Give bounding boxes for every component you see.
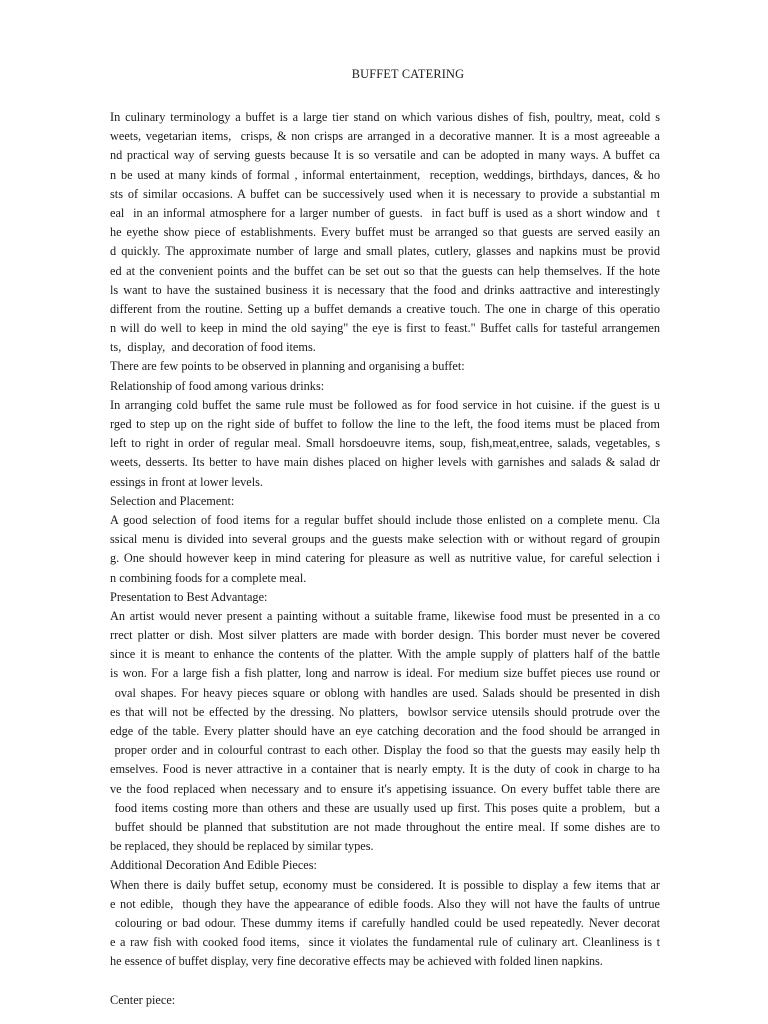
text-line: In arranging cold buffet the same rule must be followed as for food service in hot cuisine. if the guest is u <box>110 397 660 412</box>
text-line: buffet should be planned that substitution are not made throughout the entire meal. If some dishes are to <box>110 819 660 834</box>
text-line: Selection and Placement: <box>110 493 235 508</box>
text-line: An artist would never present a painting without a suitable frame, likewise food must be presented in a co <box>110 608 660 623</box>
text-line: proper order and in colourful contrast to each other. Display the food so that the guests may easily help th <box>110 743 660 758</box>
text-line: emselves. Food is never attractive in a container that is nearly empty. It is the duty of cook in charge to ha <box>110 762 660 777</box>
text-line: since it is meant to enhance the contents of the platter. With the ample supply of platters half of the battle <box>110 647 660 662</box>
text-line: g. One should however keep in mind catering for pleasure as well as nutritive value, for careful selection i <box>110 551 660 566</box>
text-line: A good selection of food items for a regular buffet should include those enlisted on a complete menu. Cla <box>110 512 660 527</box>
text-line: sts of similar occasions. A buffet can be successively used when it is necessary to provide a substantial m <box>110 186 660 201</box>
text-line: food items costing more than others and these are usually used up first. This poses quite a problem, but a <box>110 800 660 815</box>
text-line: be replaced, they should be replaced by similar types. <box>110 839 374 854</box>
text-line: he essence of buffet display, very fine decorative effects may be achieved with folded linen napkins. <box>110 954 603 969</box>
text-line: Additional Decoration And Edible Pieces: <box>110 858 317 873</box>
text-line: he eyethe show piece of establishments. Every buffet must be arranged so that guests are served easily an <box>110 225 660 240</box>
document-title: BUFFET CATERING <box>351 67 465 81</box>
text-line <box>110 971 660 990</box>
text-line: d quickly. The approximate number of large and small plates, cutlery, glasses and napkins must be provid <box>110 244 660 259</box>
text-line: ssical menu is divided into several groups and the guests make selection with or without regard of groupin <box>110 532 660 547</box>
text-line: Presentation to Best Advantage: <box>110 589 268 604</box>
text-line: edge of the table. Every platter should have an eye catching decoration and the food should be arranged in <box>110 724 660 738</box>
text-line: Relationship of food among various drinks: <box>110 378 325 393</box>
text-line: ls want to have the sustained business it is necessary that the food and drinks aattractive and interestingly <box>110 282 660 297</box>
text-line: Center piece: <box>110 992 176 1007</box>
text-line: different from the routine. Setting up a buffet demands a creative touch. The one in charge of this operatio <box>110 301 660 316</box>
document-body <box>110 108 660 1010</box>
text-line: e a raw fish with cooked food items, since it violates the fundamental rule of culinary art. Cleanliness is t <box>110 935 660 950</box>
text-line: colouring or bad odour. These dummy items if carefully handled could be used repeatedly. Never decorat <box>110 915 660 930</box>
text-line: ts, display, and decoration of food items. <box>110 340 316 355</box>
text-line: left to right in order of regular meal. Small horsdoeuvre items, soup, fish,meat,entree, salads, vegetables, s <box>110 436 660 451</box>
text-line: When there is daily buffet setup, economy must be considered. It is possible to display a few items that ar <box>110 877 660 892</box>
text-line: There are few points to be observed in planning and organising a buffet: <box>110 359 465 374</box>
text-line: ve the food replaced when necessary and to ensure it's appetising issuance. On every buffet table there are <box>110 781 660 796</box>
text-line: n be used at many kinds of formal , informal entertainment, reception, weddings, birthdays, dances, & ho <box>110 167 660 182</box>
text-line: es that will not be effected by the dressing. No platters, bowlsor service utensils should protrude over the <box>110 704 660 719</box>
text-line: e not edible, though they have the appearance of edible foods. Also they will not have the faults of untrue <box>110 896 660 911</box>
text-line: weets, vegetarian items, crisps, & non crisps are arranged in a decorative manner. It is a most agreeable a <box>110 129 660 144</box>
text-line: is won. For a large fish a fish platter, long and narrow is ideal. For medium size buffet pieces use round or <box>110 666 660 681</box>
text-line: n will do well to keep in mind the old saying" the eye is first to feast." Buffet calls for tasteful arrangemen <box>110 321 660 336</box>
text-line: oval shapes. For heavy pieces square or oblong with handles are used. Salads should be presented in dish <box>110 685 660 700</box>
text-line: eal in an informal atmosphere for a larger number of guests. in fact buff is used as a short window and t <box>110 205 660 220</box>
text-line: In culinary terminology a buffet is a large tier stand on which various dishes of fish, poultry, meat, cold s <box>110 110 660 124</box>
text-line: rrect platter or dish. Most silver platters are made with border design. This border must never be covered <box>110 628 660 643</box>
text-line: n combining foods for a complete meal. <box>110 570 307 585</box>
text-line: nd practical way of serving guests because It is so versatile and can be adopted in many ways. A buffet ca <box>110 148 660 163</box>
text-line: ed at the convenient points and the buffet can be set out so that the guests can help themselves. If the hote <box>110 263 660 278</box>
text-line: rged to step up on the right side of buffet to follow the line to the left, the food items must be placed from <box>110 417 660 431</box>
text-line: essings in front at lower levels. <box>110 474 263 489</box>
text-line: weets, desserts. Its better to have main dishes placed on higher levels with garnishes and salads & salad dr <box>110 455 660 470</box>
